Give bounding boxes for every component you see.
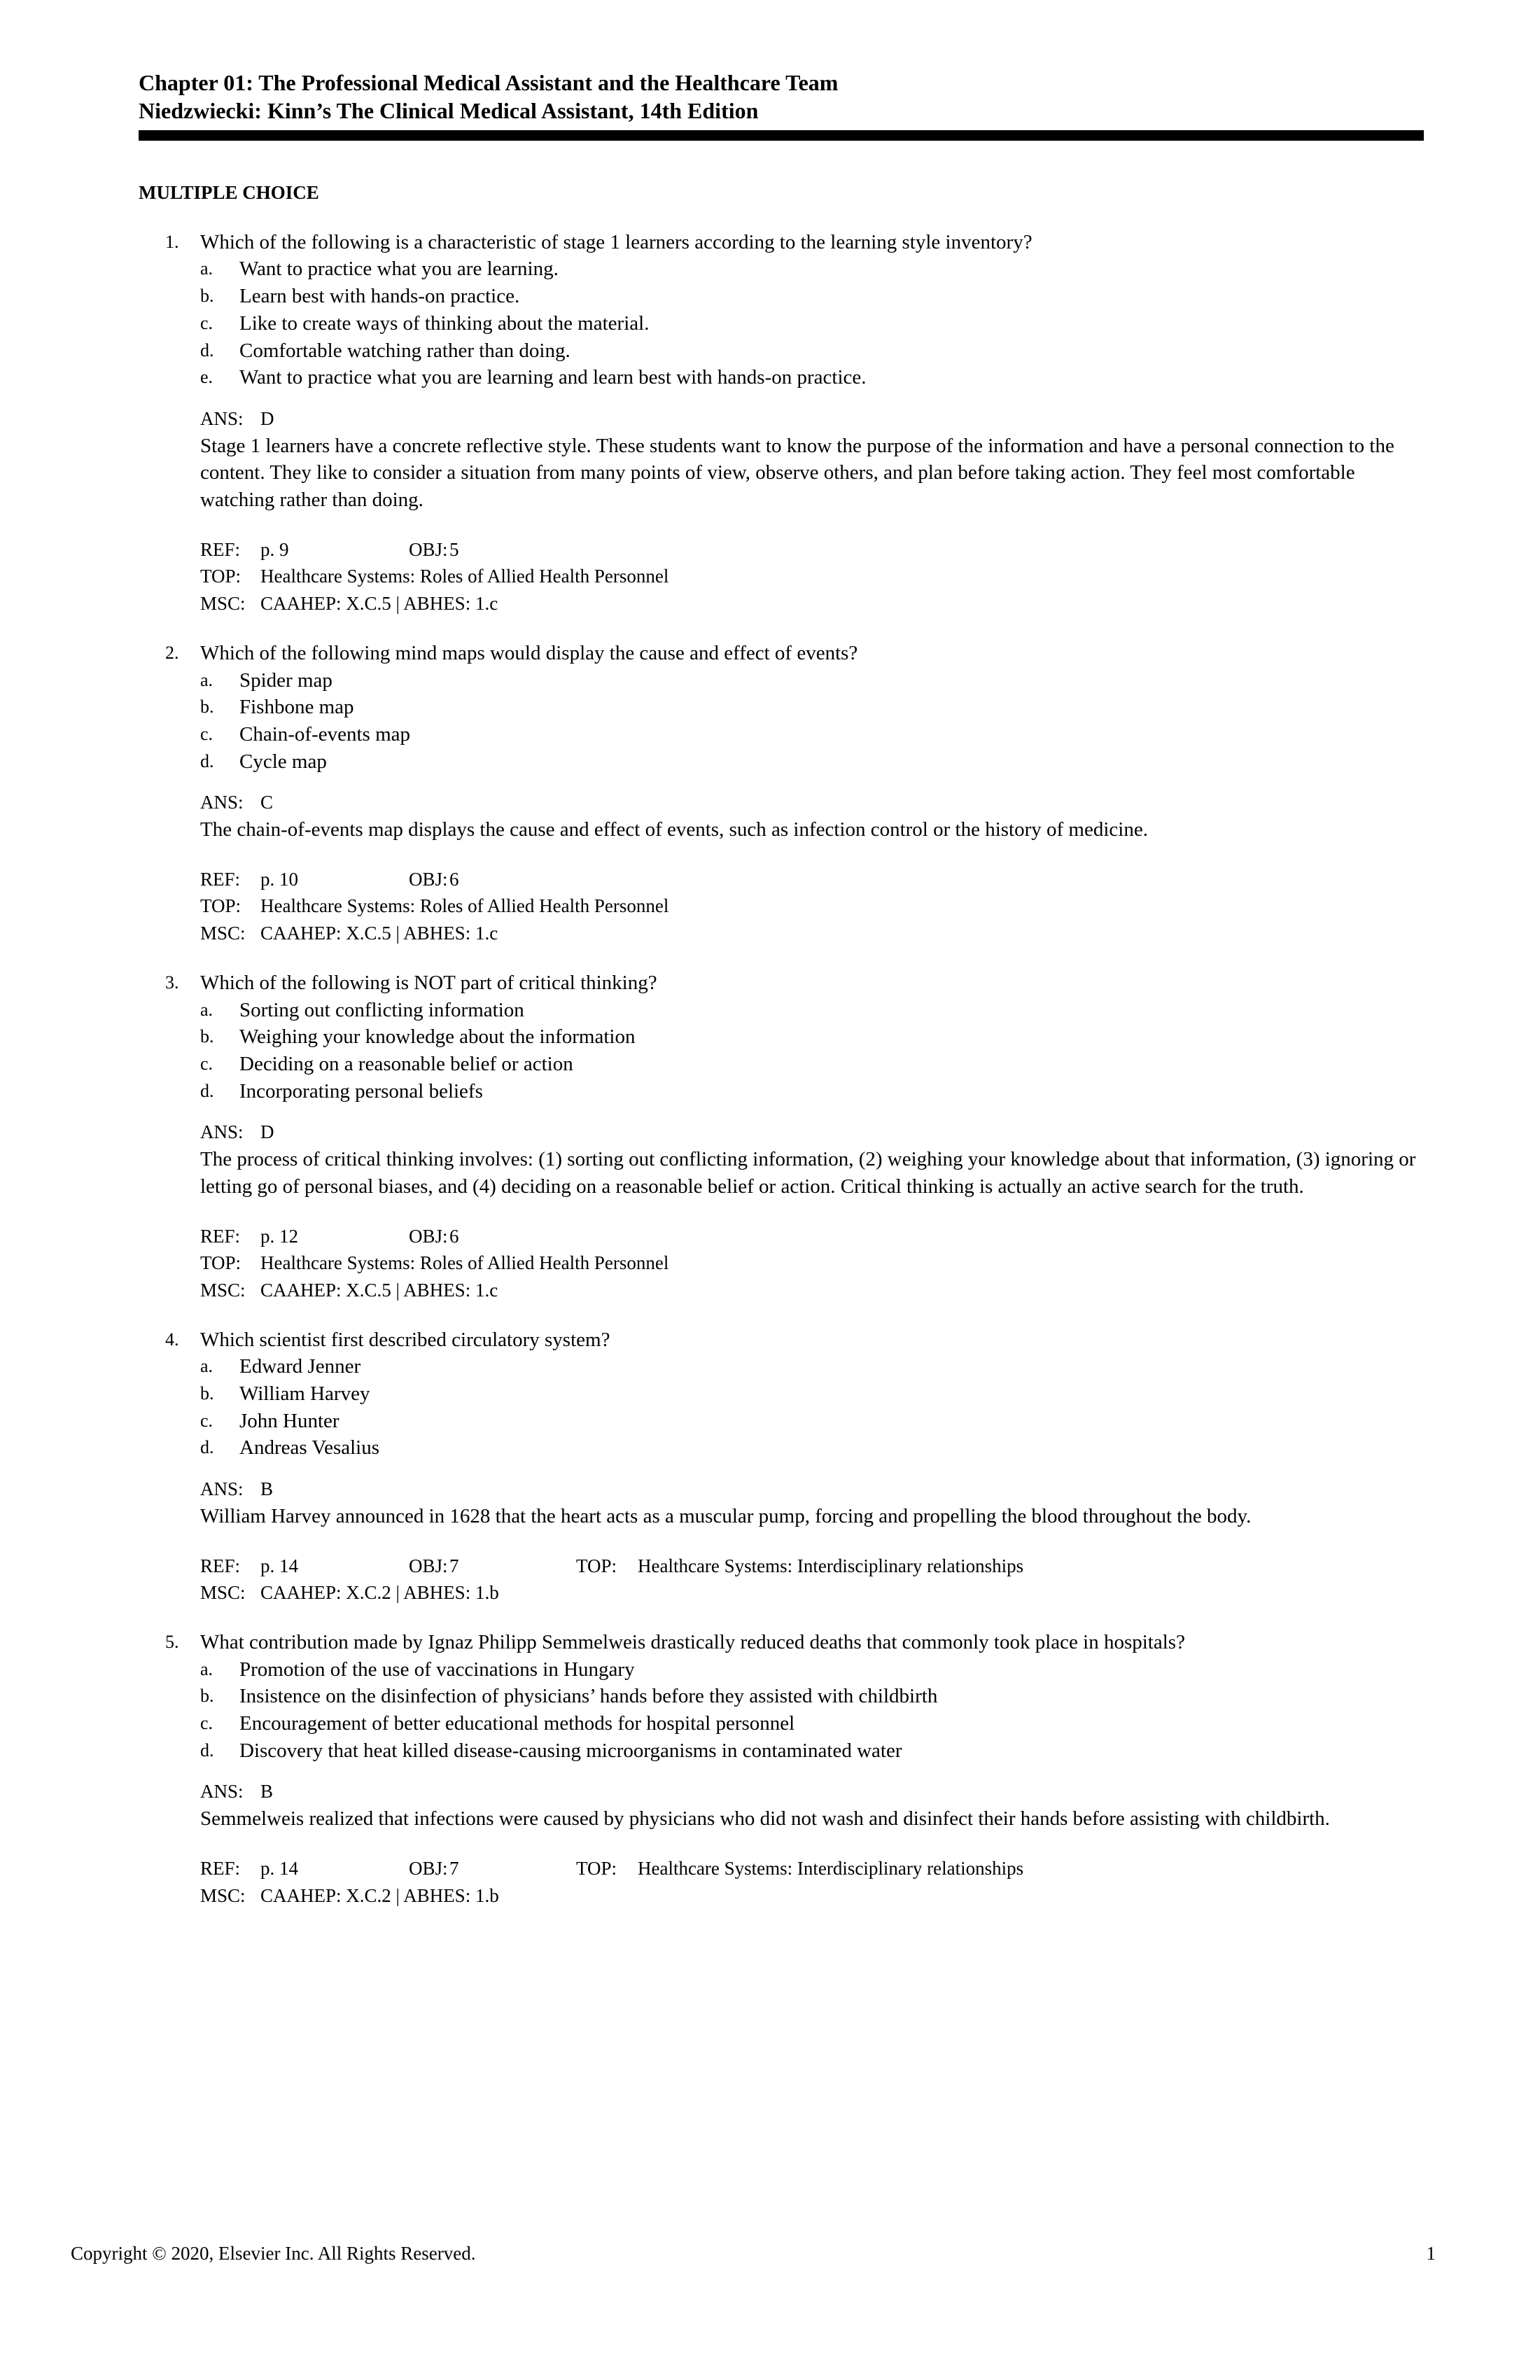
ref-label: REF:	[200, 1555, 241, 1576]
option-item	[200, 1434, 1434, 1462]
msc-label: MSC:	[200, 1884, 246, 1906]
question-number: 4.	[165, 1329, 179, 1350]
option-list	[200, 997, 1434, 1105]
meta-row	[200, 1855, 1434, 1882]
obj-label: OBJ:	[409, 1857, 448, 1879]
option-text: Sorting out conflicting information	[239, 998, 524, 1021]
answer-line	[200, 405, 1434, 433]
answer-line	[200, 789, 1434, 816]
msc-label: MSC:	[200, 923, 246, 944]
answer-explanation: The chain-of-events map displays the cause and effect of events, such as infection control or the history of medicine.	[200, 818, 1148, 841]
top-value: Healthcare Systems: Interdisciplinary relationships	[638, 1555, 1024, 1576]
option-item	[200, 364, 1434, 391]
top-label: TOP:	[200, 566, 241, 587]
question-number: 5.	[165, 1631, 179, 1652]
obj-value: 6	[449, 868, 459, 890]
question-metadata	[200, 866, 1434, 947]
msc-label: MSC:	[200, 1582, 246, 1604]
question-metadata	[200, 1223, 1434, 1304]
option-text: Want to practice what you are learning and learn best with hands-on practice.	[239, 366, 867, 389]
page-footer	[71, 2243, 1436, 2264]
obj-value: 5	[449, 538, 459, 560]
option-item	[200, 1051, 1434, 1078]
section-title: MULTIPLE CHOICE	[139, 182, 319, 203]
question-item	[139, 1326, 1434, 1606]
top-label: TOP:	[576, 1857, 617, 1879]
answer-line	[200, 1778, 1434, 1805]
option-letter: a.	[200, 669, 214, 690]
ref-label: REF:	[200, 1225, 241, 1247]
ref-value: p. 12	[260, 1225, 298, 1247]
copyright: Copyright © 2020, Elsevier Inc. All Rights Reserved.	[71, 2243, 476, 2264]
option-text: Comfortable watching rather than doing.	[239, 339, 570, 362]
option-text: Deciding on a reasonable belief or action	[239, 1052, 573, 1075]
option-item	[200, 337, 1434, 365]
option-item	[200, 1683, 1434, 1710]
answer-label: ANS:	[200, 1781, 244, 1802]
option-item	[200, 255, 1434, 283]
option-text: Edward Jenner	[239, 1355, 361, 1378]
option-item	[200, 1710, 1434, 1737]
question-list	[139, 229, 1434, 1910]
option-list	[200, 667, 1434, 776]
option-text: Encouragement of better educational methods for hospital personnel	[239, 1712, 795, 1735]
ref-value: p. 14	[260, 1857, 298, 1879]
option-letter: d.	[200, 1437, 214, 1458]
option-item	[200, 1380, 1434, 1408]
option-item	[200, 1408, 1434, 1435]
question-item	[139, 1629, 1434, 1909]
chapter-title: Chapter 01: The Professional Medical Assistant and the Healthcare Team	[139, 70, 839, 95]
option-item	[200, 1078, 1434, 1105]
page-number: 1	[1426, 2243, 1436, 2264]
answer-line	[200, 1119, 1434, 1146]
option-text: Incorporating personal beliefs	[239, 1079, 483, 1102]
answer-value: B	[260, 1478, 274, 1500]
question-number: 3.	[165, 972, 179, 993]
page-header	[139, 69, 1424, 141]
ref-label: REF:	[200, 868, 241, 890]
option-letter: c.	[200, 723, 214, 744]
option-item	[200, 1737, 1434, 1765]
option-letter: d.	[200, 750, 214, 771]
option-item	[200, 721, 1434, 748]
option-letter: d.	[200, 340, 214, 360]
question-metadata	[200, 1553, 1434, 1606]
option-letter: b.	[200, 286, 214, 307]
question-metadata	[200, 536, 1434, 617]
obj-label: OBJ:	[409, 1225, 448, 1247]
option-text: Insistence on the disinfection of physicians’ hands before they assisted with childbirth	[239, 1685, 938, 1708]
option-list	[200, 1656, 1434, 1765]
top-label: TOP:	[200, 1252, 241, 1274]
msc-value: CAAHEP: X.C.2 | ABHES: 1.b	[260, 1884, 499, 1906]
option-letter: a.	[200, 999, 214, 1020]
answer-value: B	[260, 1781, 274, 1802]
option-letter: c.	[200, 1713, 214, 1734]
option-letter: a.	[200, 1356, 214, 1377]
option-item	[200, 748, 1434, 776]
meta-row	[200, 536, 1434, 564]
option-letter: e.	[200, 367, 214, 388]
option-text: Weighing your knowledge about the information	[239, 1026, 636, 1049]
answer-label: ANS:	[200, 1121, 244, 1143]
option-text: William Harvey	[239, 1382, 370, 1406]
option-text: John Hunter	[239, 1409, 340, 1432]
obj-label: OBJ:	[409, 538, 448, 560]
answer-value: D	[260, 407, 274, 429]
question-number: 1.	[165, 231, 179, 252]
msc-value: CAAHEP: X.C.2 | ABHES: 1.b	[260, 1582, 499, 1604]
option-text: Promotion of the use of vaccinations in Hungary	[239, 1658, 635, 1681]
option-item	[200, 1656, 1434, 1684]
msc-value: CAAHEP: X.C.5 | ABHES: 1.c	[260, 1279, 498, 1301]
meta-row	[200, 1277, 1434, 1304]
msc-label: MSC:	[200, 1279, 246, 1301]
option-list	[200, 1353, 1434, 1462]
option-text: Learn best with hands-on practice.	[239, 285, 520, 308]
answer-explanation: Semmelweis realized that infections were caused by physicians who did not wash and disinfect their hands before assisting with childbirth.	[200, 1807, 1330, 1830]
option-letter: b.	[200, 696, 214, 718]
top-value: Healthcare Systems: Roles of Allied Health Personnel	[260, 1252, 669, 1274]
answer-value: D	[260, 1121, 274, 1143]
question-content	[139, 179, 1434, 1931]
answer-line	[200, 1476, 1434, 1503]
option-item	[200, 997, 1434, 1024]
option-item	[200, 283, 1434, 310]
question-text: Which of the following mind maps would display the cause and effect of events?	[200, 641, 858, 664]
meta-row	[200, 1579, 1434, 1606]
option-text: Want to practice what you are learning.	[239, 258, 559, 281]
answer-explanation: Stage 1 learners have a concrete reflective style. These students want to know the purpose of the information and have a personal connection to the content. They like to consider a situation from many points of view, observe others, and plan before taking action. They feel most comfortable watching rather than doing.	[200, 434, 1394, 512]
question-item	[139, 640, 1434, 947]
answer-value: C	[260, 792, 274, 813]
msc-label: MSC:	[200, 593, 246, 615]
answer-explanation: William Harvey announced in 1628 that the heart acts as a muscular pump, forcing and propelling the blood throughout the body.	[200, 1504, 1252, 1527]
ref-label: REF:	[200, 538, 241, 560]
option-item	[200, 694, 1434, 721]
option-letter: d.	[200, 1740, 214, 1760]
header-divider	[139, 130, 1424, 141]
obj-label: OBJ:	[409, 868, 448, 890]
question-number: 2.	[165, 642, 179, 663]
option-item	[200, 667, 1434, 694]
obj-label: OBJ:	[409, 1555, 448, 1576]
question-text: Which of the following is NOT part of critical thinking?	[200, 971, 657, 994]
question-metadata	[200, 1855, 1434, 1909]
answer-label: ANS:	[200, 1478, 244, 1500]
option-item	[200, 310, 1434, 337]
top-label: TOP:	[200, 895, 241, 917]
option-letter: c.	[200, 312, 214, 333]
meta-row	[200, 892, 1434, 920]
option-text: Fishbone map	[239, 696, 354, 719]
option-letter: a.	[200, 258, 214, 279]
msc-value: CAAHEP: X.C.5 | ABHES: 1.c	[260, 593, 498, 615]
option-letter: b.	[200, 1026, 214, 1047]
ref-value: p. 10	[260, 868, 298, 890]
option-text: Andreas Vesalius	[239, 1436, 380, 1460]
question-item	[139, 229, 1434, 617]
option-letter: c.	[200, 1053, 214, 1074]
answer-explanation: The process of critical thinking involves: (1) sorting out conflicting information, (2) weighing your knowledge about that information, (3) ignoring or letting go of personal biases, and (4) deciding on a reasonable belief or action. Critical thinking is actually an active search for the truth.	[200, 1148, 1416, 1198]
option-letter: b.	[200, 1383, 214, 1404]
question-text: Which of the following is a characteristic of stage 1 learners according to the learning style inventory?	[200, 230, 1032, 253]
book-title: Niedzwiecki: Kinn’s The Clinical Medical Assistant, 14th Edition	[139, 98, 759, 123]
option-item	[200, 1353, 1434, 1380]
ref-value: p. 9	[260, 538, 289, 560]
option-item	[200, 1023, 1434, 1051]
answer-label: ANS:	[200, 407, 244, 429]
meta-row	[200, 590, 1434, 617]
option-text: Like to create ways of thinking about the material.	[239, 312, 650, 335]
top-value: Healthcare Systems: Roles of Allied Health Personnel	[260, 566, 669, 587]
meta-row	[200, 920, 1434, 947]
option-letter: d.	[200, 1080, 214, 1101]
option-text: Spider map	[239, 668, 332, 692]
meta-row	[200, 1250, 1434, 1277]
meta-row	[200, 1553, 1434, 1580]
question-item	[139, 969, 1434, 1304]
option-text: Cycle map	[239, 750, 327, 773]
meta-row	[200, 1882, 1434, 1910]
obj-value: 7	[449, 1857, 459, 1879]
answer-label: ANS:	[200, 792, 244, 813]
option-letter: a.	[200, 1658, 214, 1679]
meta-row	[200, 866, 1434, 893]
top-value: Healthcare Systems: Roles of Allied Health Personnel	[260, 895, 669, 917]
meta-row	[200, 1223, 1434, 1250]
ref-value: p. 14	[260, 1555, 298, 1576]
obj-value: 6	[449, 1225, 459, 1247]
meta-row	[200, 563, 1434, 590]
top-value: Healthcare Systems: Interdisciplinary relationships	[638, 1857, 1024, 1879]
question-text: Which scientist first described circulatory system?	[200, 1328, 610, 1351]
msc-value: CAAHEP: X.C.5 | ABHES: 1.c	[260, 923, 498, 944]
ref-label: REF:	[200, 1857, 241, 1879]
option-text: Chain-of-events map	[239, 722, 411, 746]
option-text: Discovery that heat killed disease-causing microorganisms in contaminated water	[239, 1739, 902, 1762]
obj-value: 7	[449, 1555, 459, 1576]
question-text: What contribution made by Ignaz Philipp Semmelweis drastically reduced deaths that commonly took place in hospitals?	[200, 1630, 1185, 1653]
top-label: TOP:	[576, 1555, 617, 1576]
option-letter: c.	[200, 1410, 214, 1431]
option-letter: b.	[200, 1686, 214, 1707]
option-list	[200, 255, 1434, 391]
